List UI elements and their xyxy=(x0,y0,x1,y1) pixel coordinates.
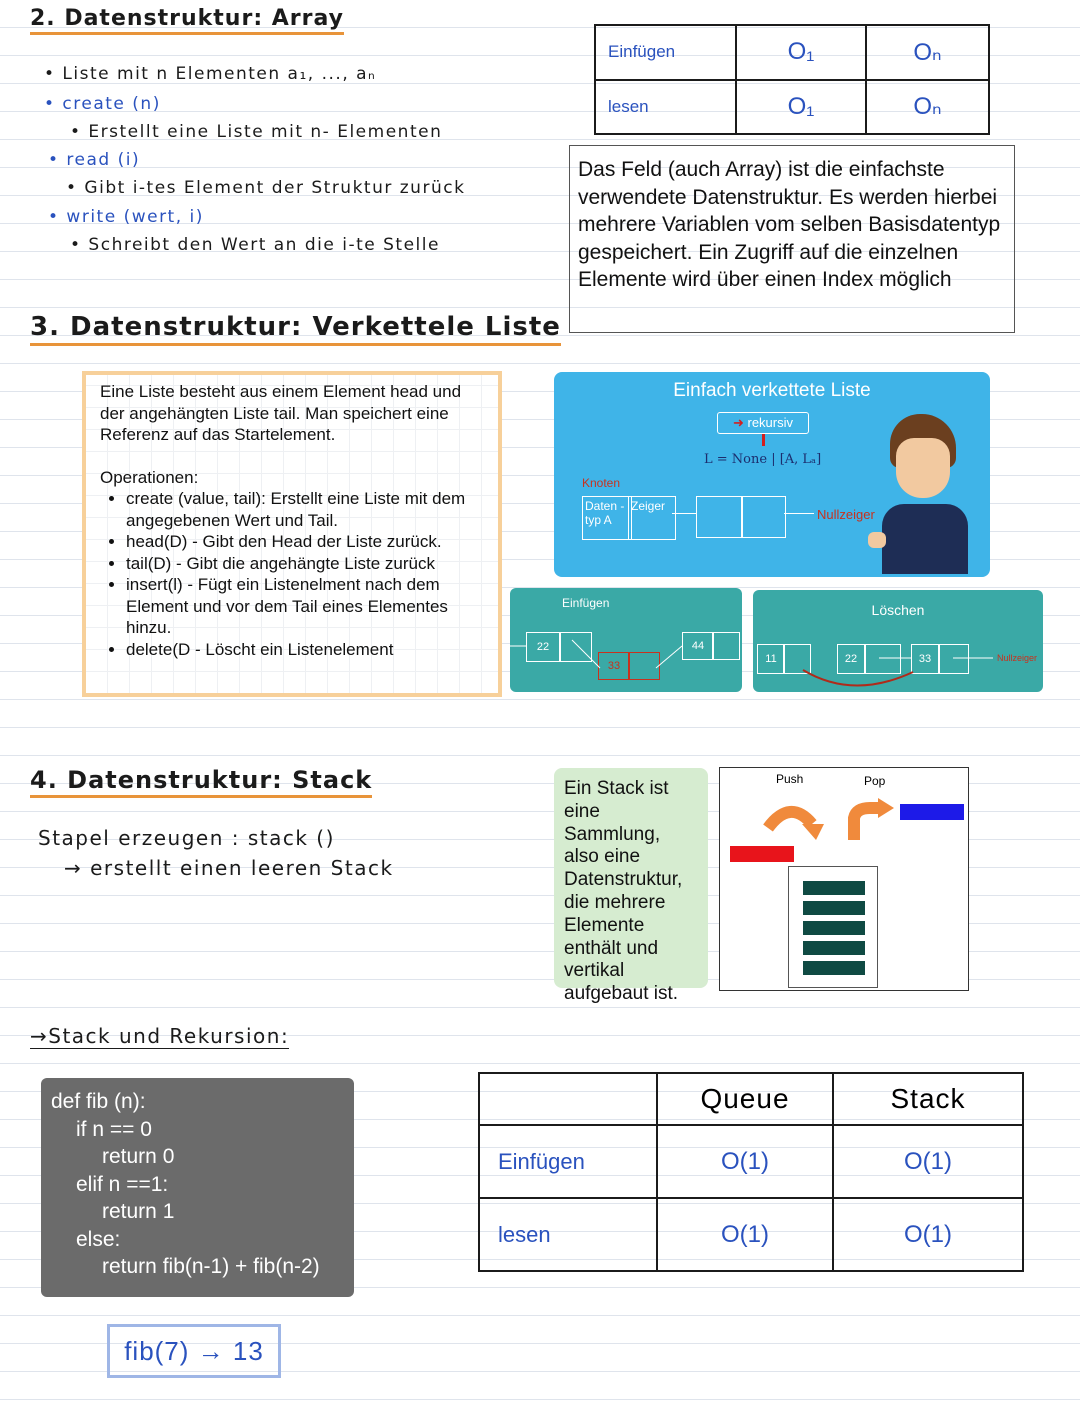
node-33: 33 xyxy=(911,644,939,674)
array-line-3: • Erstellt eine Liste mit n- Elementen xyxy=(70,122,443,142)
section4-title: 4. Datenstruktur: Stack xyxy=(30,766,372,794)
array-line-4: • read (i) xyxy=(48,150,141,170)
stack-create-desc: → erstellt einen leeren Stack xyxy=(64,856,394,880)
fib-result: fib(7) → 13 xyxy=(107,1324,281,1378)
node-data-cell: Daten -typ A xyxy=(582,496,632,540)
table-cell: lesen xyxy=(595,80,736,135)
node-22: 22 xyxy=(526,632,560,662)
section2-title: 2. Datenstruktur: Array xyxy=(30,6,344,31)
table-cell: O(1) xyxy=(657,1125,833,1198)
fib-code-block xyxy=(41,1078,354,1297)
code-line: return 0 xyxy=(102,1145,175,1168)
array-line-5: • Gibt i-tes Element der Struktur zurück xyxy=(66,178,466,198)
table-cell: O₁ xyxy=(736,80,866,135)
stack-item xyxy=(803,901,865,915)
list-item: • head(D) - Gibt den Head der Liste zurück. xyxy=(126,531,484,553)
stack-figure xyxy=(719,767,969,991)
recursion-title: →Stack und Rekursion: xyxy=(30,1024,290,1048)
formula: L = None | [A, Lₐ] xyxy=(704,452,822,467)
node-11: 11 xyxy=(757,644,785,674)
table-cell: Einfügen xyxy=(479,1125,657,1198)
node-33: 33 xyxy=(598,652,630,680)
knoten-label: Knoten xyxy=(582,476,621,490)
array-line-6: • write (wert, i) xyxy=(48,207,204,227)
table-header: Queue xyxy=(657,1073,833,1125)
array-description: Das Feld (auch Array) ist die einfachste verwendete Datenstruktur. Es werden hierbei mehrere Variablen vom selben Basisdatentyp gespeichert. Ein Zugriff auf die einzelnen Elemente wird über einen Index möglich xyxy=(569,145,1015,333)
nullzeiger-label: Nullzeiger xyxy=(817,507,875,522)
code-line: def fib (n): xyxy=(51,1090,146,1113)
stack-container xyxy=(788,866,878,988)
queue-stack-table xyxy=(478,1072,1024,1272)
table-cell: lesen xyxy=(479,1198,657,1271)
table-cell: O(1) xyxy=(657,1198,833,1271)
node-data-cell xyxy=(696,496,742,538)
stack-item xyxy=(803,961,865,975)
rekursiv-label: ➜ rekursiv xyxy=(717,412,809,434)
pop-element xyxy=(900,804,964,820)
code-line: else: xyxy=(76,1227,121,1251)
stack-create-line: Stapel erzeugen : stack () xyxy=(38,826,335,850)
table-cell: O₁ xyxy=(736,25,866,80)
table-header: Stack xyxy=(833,1073,1023,1125)
insert-arrows xyxy=(510,588,742,692)
stack-item xyxy=(803,941,865,955)
arrow-line xyxy=(784,513,814,514)
table-cell: O(1) xyxy=(833,1125,1023,1198)
table-cell: Oₙ xyxy=(866,25,989,80)
linked-list-figure xyxy=(554,372,990,577)
arrow-right-icon: ➜ xyxy=(732,415,744,430)
avatar xyxy=(868,414,978,574)
arrow-line xyxy=(672,513,696,514)
node-22: 22 xyxy=(837,644,865,674)
operations-title: Operationen: xyxy=(100,467,199,487)
insert-label: Einfügen xyxy=(562,596,610,610)
push-label: Push xyxy=(776,772,804,786)
node-pointer-cell xyxy=(742,496,786,538)
nullzeiger-small-label: Nullzeiger xyxy=(997,653,1038,663)
list-item: • tail(D) - Gibt die angehängte Liste zurück xyxy=(126,553,484,575)
table-cell: O(1) xyxy=(833,1198,1023,1271)
arrow-down-icon xyxy=(762,434,765,446)
stack-description: Ein Stack ist eine Sammlung, also eine Datenstruktur, die mehrere Elemente enthält und vertikal aufgebaut ist. xyxy=(554,768,708,988)
code-line: elif n ==1: xyxy=(76,1172,169,1196)
linked-list-intro: Eine Liste besteht aus einem Element head und der angehängten Liste tail. Man speichert eine Referenz auf das Startelement. xyxy=(100,382,462,444)
section3-title: 3. Datenstruktur: Verkettele Liste xyxy=(30,312,561,342)
array-line-7: • Schreibt den Wert an die i-te Stelle xyxy=(70,235,440,255)
array-complexity-table xyxy=(594,24,990,135)
stack-item xyxy=(803,881,865,895)
table-cell: Einfügen xyxy=(595,25,736,80)
figure-title: Einfach verkettete Liste xyxy=(673,380,871,401)
delete-figure xyxy=(753,590,1043,692)
list-item: • create (value, tail): Erstellt eine Liste mit dem angegebenen Wert und Tail. xyxy=(126,488,484,531)
array-line-1: • Liste mit n Elementen a₁, ..., aₙ xyxy=(44,64,377,84)
push-element xyxy=(730,846,794,862)
list-item: • delete(D - Löscht ein Listenelement xyxy=(126,639,484,661)
array-line-2: • create (n) xyxy=(44,94,161,114)
pop-label: Pop xyxy=(864,774,886,788)
stack-item xyxy=(803,921,865,935)
table-cell xyxy=(479,1073,657,1125)
node-pointer-cell: Zeiger xyxy=(628,496,676,540)
node-44: 44 xyxy=(682,632,714,660)
linked-list-info-box xyxy=(82,371,502,697)
code-line: return fib(n-1) + fib(n-2) xyxy=(102,1255,320,1278)
code-line: return 1 xyxy=(102,1200,175,1223)
list-item: • insert(l) - Fügt ein Listenelment nach dem Element und vor dem Tail eines Elementes hinzu. xyxy=(126,574,484,639)
table-cell: Oₙ xyxy=(866,80,989,135)
operations-list xyxy=(100,488,484,660)
code-line: if n == 0 xyxy=(76,1117,152,1141)
delete-arrows xyxy=(753,590,1043,692)
delete-label: Löschen xyxy=(871,602,925,618)
insert-figure xyxy=(510,588,742,692)
